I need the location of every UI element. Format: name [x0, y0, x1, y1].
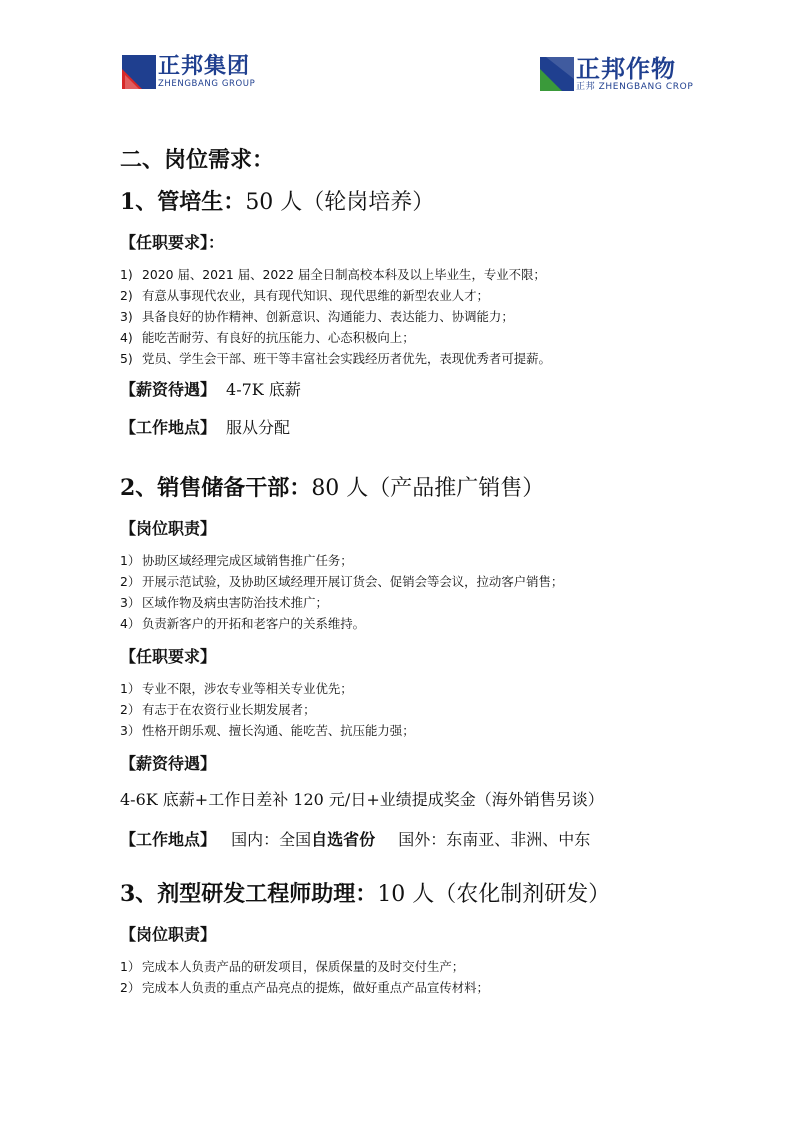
- job-heading: [120, 187, 700, 218]
- salary-label: 【薪资待遇】: [120, 754, 217, 773]
- job-formulation-rd-assistant: [120, 879, 700, 998]
- job-title: 1、管培生：: [120, 189, 246, 215]
- requirements-list: [120, 264, 700, 369]
- duties-list: [120, 550, 700, 634]
- location-value: 服从分配: [226, 418, 291, 437]
- salary-row: [120, 379, 700, 401]
- requirements-list: [120, 678, 700, 741]
- page-header: [0, 0, 799, 110]
- job-title: 2、销售储备干部：: [120, 475, 312, 501]
- location-domestic-prefix: 国内：全国: [231, 830, 312, 849]
- list-item: 1） 完成本人负责产品的研发项目，保质保量的及时交付生产；: [120, 959, 465, 974]
- zhengbang-crop-logo: [540, 54, 693, 94]
- salary-value: 4-6K 底薪+工作日差补 120 元/日+业绩提成奖金（海外销售另谈）: [120, 790, 604, 809]
- job-count: 80 人（产品推广销售）: [311, 476, 545, 501]
- location-label: 【工作地点】: [120, 830, 217, 849]
- salary-value: 4-7K 底薪: [226, 380, 301, 399]
- list-item: 5) 党员、学生会干部、班干等丰富社会实践经历者优先，表现优秀者可提薪。: [120, 351, 551, 366]
- right-logo-en-text: ZHENGBANG CROP: [598, 81, 694, 92]
- list-item: 1） 专业不限，涉农专业等相关专业优先；: [120, 681, 353, 696]
- job-heading: [120, 879, 700, 910]
- location-row: [120, 829, 700, 851]
- list-item: 1) 2020 届、2021 届、2022 届全日制高校本科及以上毕业生，专业不限；: [120, 267, 546, 282]
- list-item: 3) 具备良好的协作精神、创新意识、沟通能力、表达能力、协调能力；: [120, 309, 514, 324]
- job-heading: [120, 473, 700, 504]
- left-logo-en: ZHENGBANG GROUP: [158, 79, 256, 89]
- list-item: 3） 性格开朗乐观、擅长沟通、能吃苦、抗压能力强；: [120, 723, 415, 738]
- requirements-label: 【任职要求】: [120, 647, 217, 666]
- job-count: 10 人（农化制剂研发）: [377, 882, 611, 907]
- location-overseas: 国外：东南亚、非洲、中东: [398, 830, 591, 849]
- zhengbang-group-mark-icon: [122, 55, 156, 89]
- requirements-label: 【任职要求】：: [120, 233, 225, 252]
- list-item: 1） 协助区域经理完成区域销售推广任务；: [120, 553, 353, 568]
- list-item: 3） 区域作物及病虫害防治技术推广；: [120, 595, 328, 610]
- location-label: 【工作地点】: [120, 418, 217, 437]
- right-logo-mark-text: 正邦: [576, 81, 596, 92]
- duties-label: 【岗位职责】: [120, 925, 217, 944]
- zhengbang-crop-mark-icon: [540, 57, 574, 91]
- list-item: 2） 有志于在农资行业长期发展者；: [120, 702, 316, 717]
- left-logo-cn: 正邦集团: [158, 54, 251, 79]
- job-title: 3、剂型研发工程师助理：: [120, 881, 378, 907]
- zhengbang-group-logo: [122, 52, 255, 92]
- list-item: 4） 负责新客户的开拓和老客户的关系维持。: [120, 616, 366, 631]
- list-item: 2） 开展示范试验，及协助区域经理开展订货会、促销会等会议，拉动客户销售；: [120, 574, 564, 589]
- list-item: 4) 能吃苦耐劳、有良好的抗压能力、心态积极向上；: [120, 330, 415, 345]
- location-row: [120, 417, 700, 439]
- list-item: 2） 完成本人负责的重点产品亮点的提炼，做好重点产品宣传材料；: [120, 980, 489, 995]
- duties-list: [120, 956, 700, 998]
- duties-label: 【岗位职责】: [120, 519, 217, 538]
- list-item: 2) 有意从事现代农业，具有现代知识、现代思维的新型农业人才；: [120, 288, 489, 303]
- right-logo-cn: 正邦作物: [576, 54, 676, 83]
- salary-label: 【薪资待遇】: [120, 380, 217, 399]
- document-body: [120, 145, 700, 998]
- section-title: 二、岗位需求：: [120, 147, 275, 173]
- location-domestic-bold: 自选省份: [311, 830, 376, 849]
- job-sales-reserve-cadre: [120, 473, 700, 851]
- job-management-trainee: [120, 187, 700, 439]
- right-logo-en: [576, 82, 693, 92]
- job-count: 50 人（轮岗培养）: [245, 190, 435, 215]
